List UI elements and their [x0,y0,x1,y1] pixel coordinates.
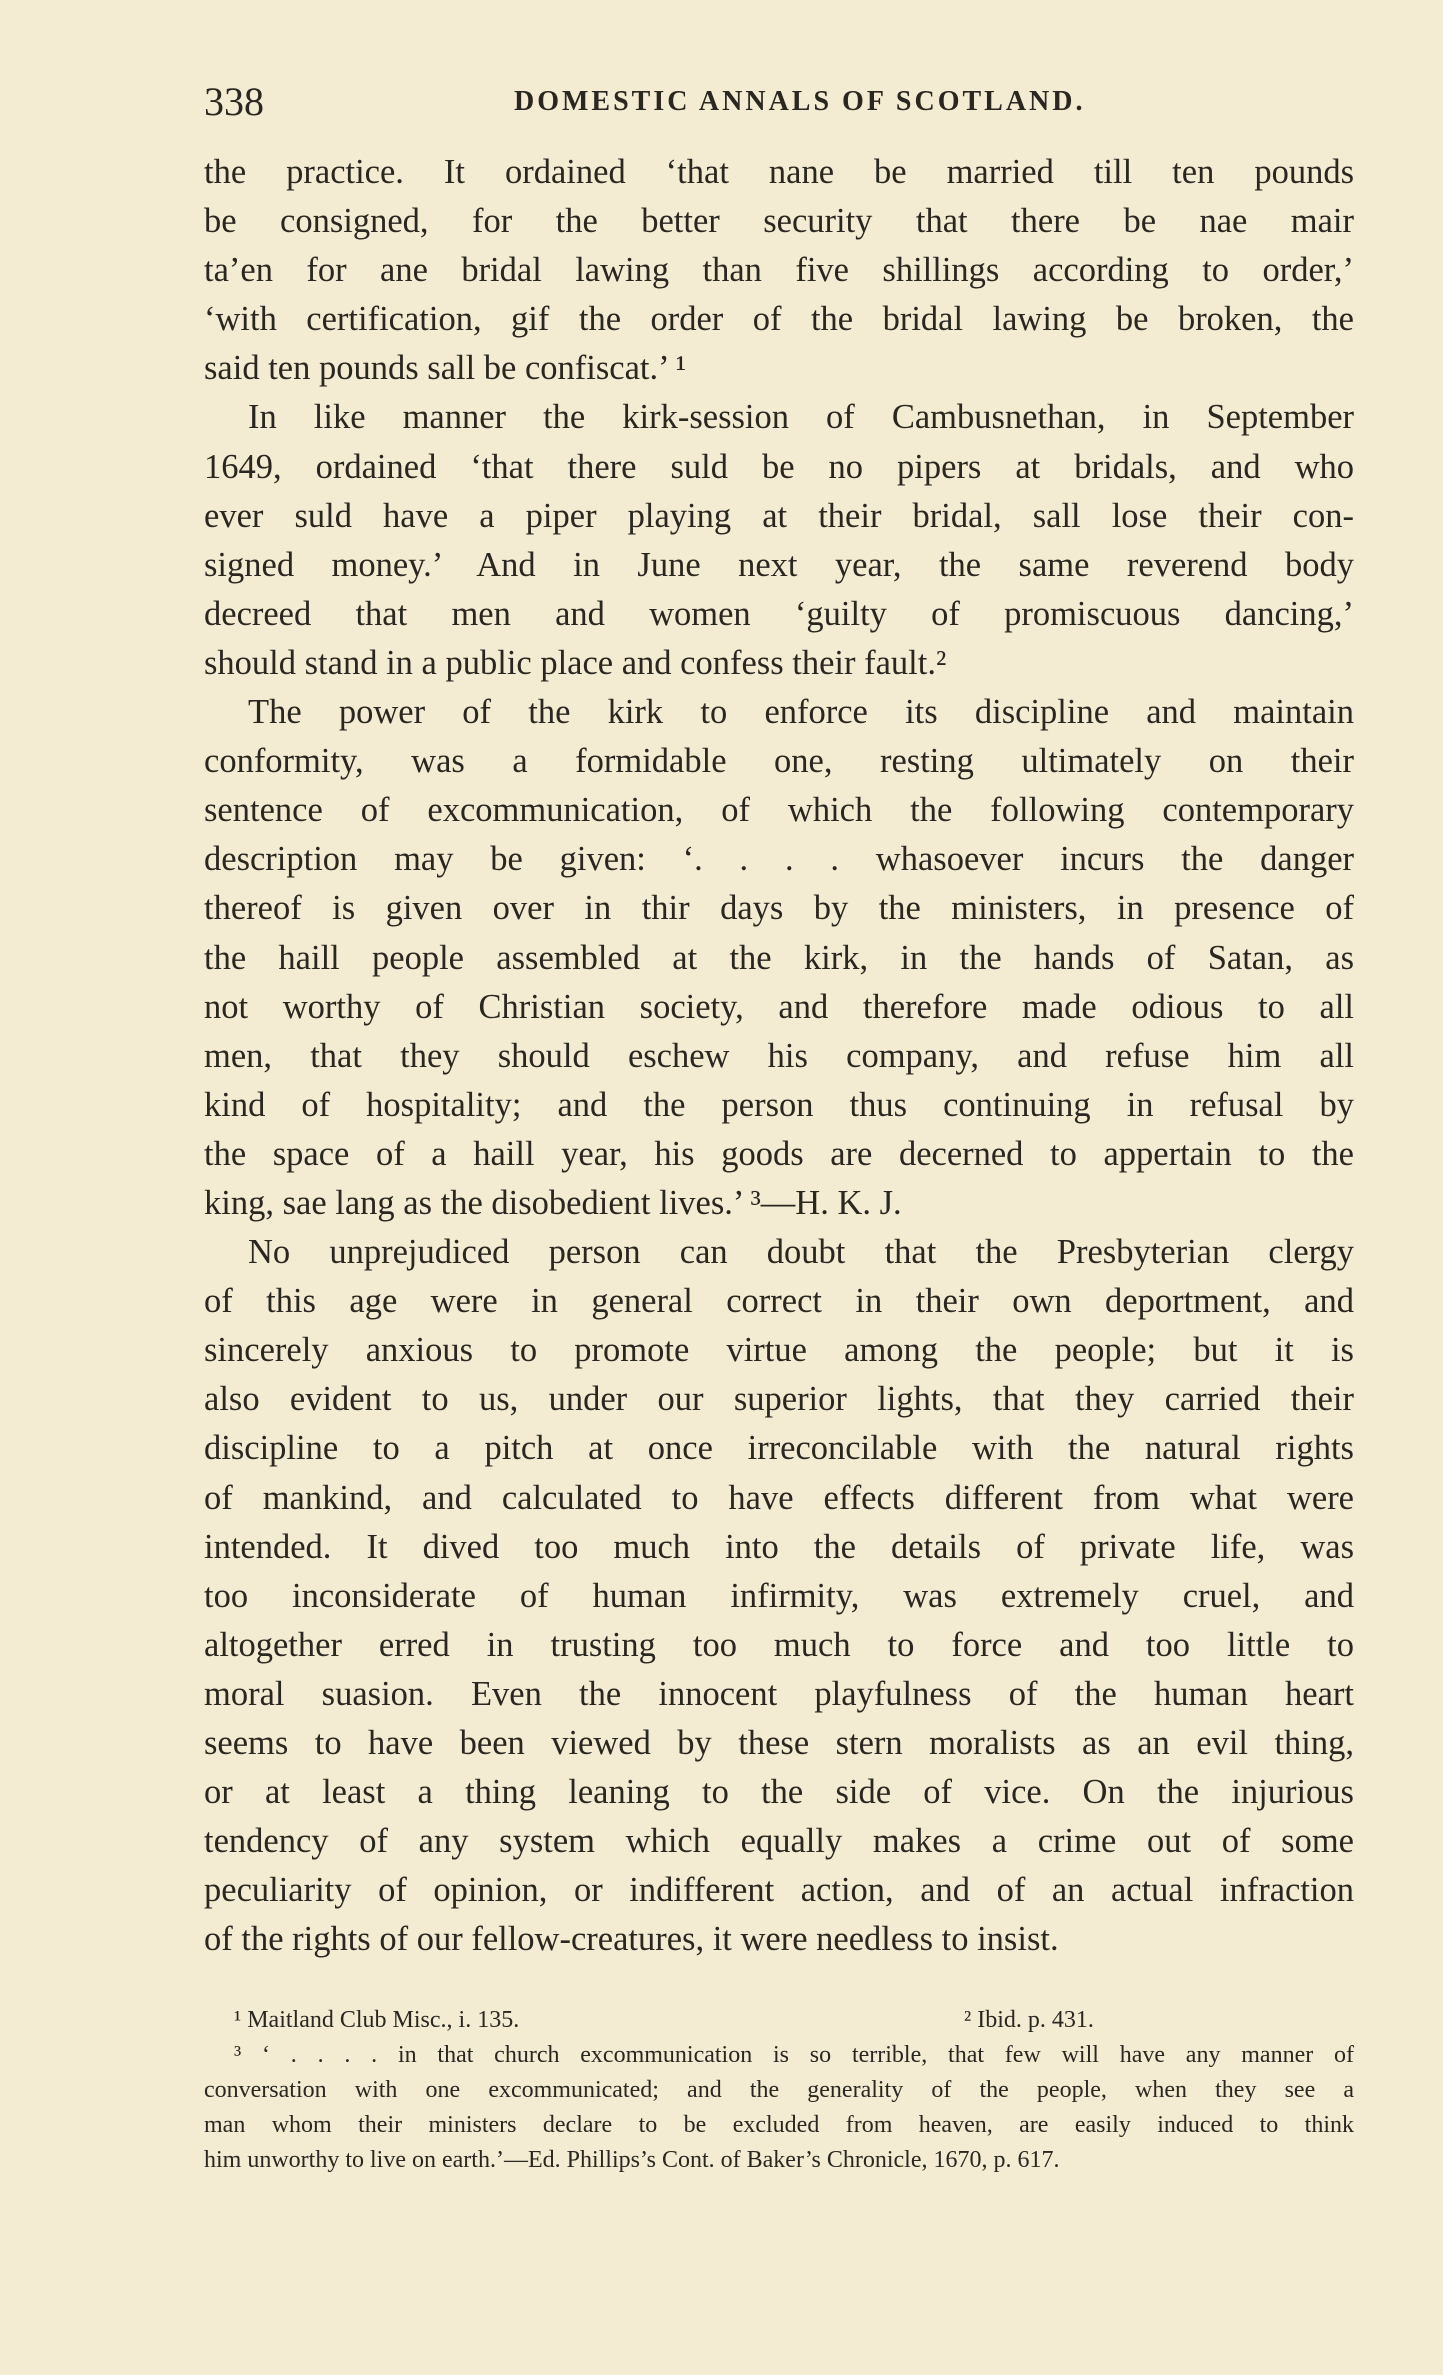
text-line: of this age were in general correct in their own deportment, and [204,1282,1354,1321]
footnote-3 [204,2038,1354,2178]
text-line: the practice. It ordained ‘that nane be married till ten pounds [204,153,1354,191]
text-line: signed money.’ And in June next year, the same reverend body [204,545,1354,584]
text-line: ever suld have a piper playing at their bridal, sall lose their con- [204,496,1354,535]
text-line: peculiarity of opinion, or indifferent action, and of an actual infraction [204,1871,1354,1910]
text-line: tendency of any system which equally makes a crime out of some [204,1822,1354,1861]
text-line: too inconsiderate of human infirmity, was extremely cruel, and [204,1576,1354,1615]
footnote-1: ¹ Maitland Club Misc., i. 135. [234,2007,520,2033]
text-line: description may be given: ‘. . . . whasoever incurs the danger [204,840,1354,879]
footnotes [204,2003,1354,2178]
text-line: or at least a thing leaning to the side of vice. On the injurious [204,1773,1354,1812]
text-line: be consigned, for the better security that there be nae mair [204,202,1354,241]
text-line: intended. It dived too much into the details of private life, was [204,1527,1354,1566]
text-line: the space of a haill year, his goods are decerned to appertain to the [204,1134,1354,1173]
text-line: conformity, was a formidable one, resting ultimately on their [204,742,1354,781]
footnote-2: ² Ibid. p. 431. [964,2007,1094,2033]
text-line: thereof is given over in thir days by the ministers, in presence of [204,889,1354,928]
text-line: of mankind, and calculated to have effects different from what were [204,1478,1354,1517]
text-line: sentence of excommunication, of which the following contemporary [204,791,1354,830]
text-line: ta’en for ane bridal lawing than five shillings according to order,’ [204,251,1354,290]
text-line: 1649, ordained ‘that there suld be no pipers at bridals, and who [204,447,1354,486]
footnote-line: him unworthy to live on earth.’—Ed. Phillips’s Cont. of Baker’s Chronicle, 1670, p. 617. [204,2147,1060,2173]
page-number: 338 [204,79,264,124]
text-line: kind of hospitality; and the person thus continuing in refusal by [204,1085,1354,1124]
text-line: the haill people assembled at the kirk, in the hands of Satan, as [204,938,1354,977]
text-line: also evident to us, under our superior lights, that they carried their [204,1380,1354,1419]
body-text [204,148,1354,1964]
text-line: of the rights of our fellow-creatures, it were needless to insist. [204,1920,1059,1959]
text-line: decreed that men and women ‘guilty of promiscuous dancing,’ [204,594,1354,633]
footnote-row-1 [204,2003,1354,2038]
text-line: men, that they should eschew his company, and refuse him all [204,1036,1354,1075]
text-line: seems to have been viewed by these stern moralists as an evil thing, [204,1724,1354,1762]
text-line: said ten pounds sall be confiscat.’ ¹ [204,349,687,388]
text-line: discipline to a pitch at once irreconcilable with the natural rights [204,1429,1354,1468]
footnote-line: conversation with one excommunicated; and the generality of the people, when they see a [204,2077,1354,2103]
footnote-line: man whom their ministers declare to be excluded from heaven, are easily induced to think [204,2112,1354,2138]
text-line: moral suasion. Even the innocent playfulness of the human heart [204,1674,1354,1713]
text-line: king, sae lang as the disobedient lives.’ ³—H. K. J. [204,1183,902,1222]
text-line: No unprejudiced person can doubt that the Presbyterian clergy [248,1233,1354,1272]
text-line: should stand in a public place and confess their fault.² [204,643,947,682]
text-line: In like manner the kirk-session of Cambusnethan, in September [248,398,1354,437]
running-head: DOMESTIC ANNALS OF SCOTLAND. [514,86,1086,117]
text-line: altogether erred in trusting too much to force and too little to [204,1625,1354,1664]
page-header [204,78,1354,124]
footnote-line: ³ ‘ . . . . in that church excommunication is so terrible, that few will have any manner of [234,2042,1354,2068]
text-line: The power of the kirk to enforce its discipline and maintain [248,693,1354,732]
text-line: ‘with certification, gif the order of the bridal lawing be broken, the [204,300,1354,339]
text-line: not worthy of Christian society, and therefore made odious to all [204,987,1354,1026]
text-line: sincerely anxious to promote virtue among the people; but it is [204,1331,1354,1370]
